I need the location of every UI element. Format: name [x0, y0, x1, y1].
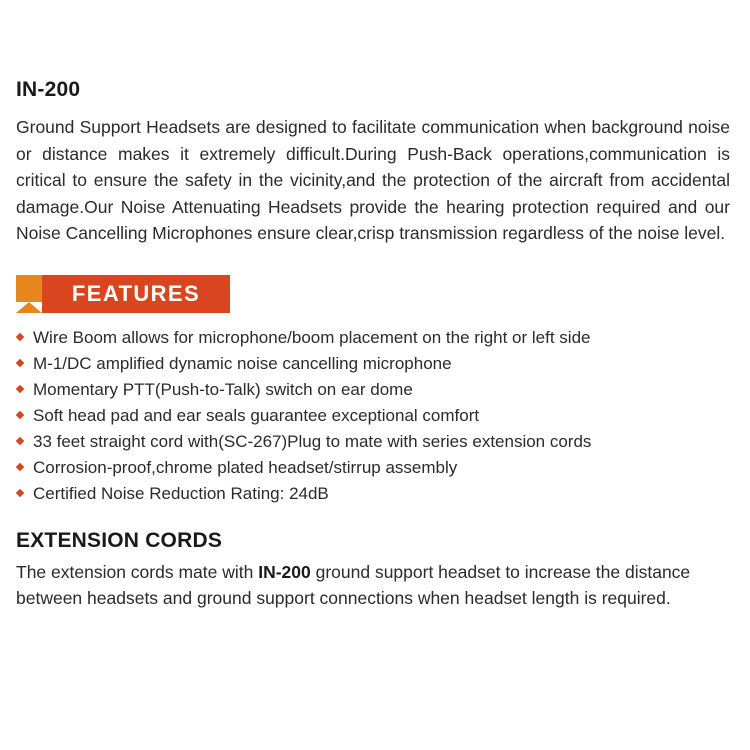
list-item — [16, 325, 732, 351]
list-item-label: Wire Boom allows for microphone/boom placement on the right or left side — [33, 327, 591, 347]
list-item — [16, 403, 732, 429]
list-item — [16, 351, 732, 377]
ribbon-flag-icon — [16, 275, 42, 313]
features-list — [16, 325, 732, 507]
extension-highlight: IN-200 — [258, 561, 311, 582]
features-banner-body — [42, 275, 230, 313]
intro-paragraph: Ground Support Headsets are designed to facilitate communication when background noise or distance makes it extremely difficult.During Push-Back operations,communication is critical to ensure the safety in the vicinity,and the protection of the aircraft from accidental damage.Our Noise Attenuating Headsets provide the hearing protection required and our Noise Cancelling Microphones ensure clear,crisp transmission regardless of the noise level. — [16, 117, 730, 244]
list-item — [16, 377, 732, 403]
diamond-bullet-icon — [16, 359, 24, 367]
diamond-bullet-icon — [16, 411, 24, 419]
features-banner-label: FEATURES — [71, 280, 201, 306]
list-item-label: Corrosion-proof,chrome plated headset/stirrup assembly — [33, 457, 458, 477]
diamond-bullet-icon — [16, 437, 24, 445]
list-item-label: 33 feet straight cord with(SC-267)Plug to mate with series extension cords — [33, 431, 592, 451]
list-item-label: M-1/DC amplified dynamic noise cancelling microphone — [33, 353, 452, 373]
diamond-bullet-icon — [16, 489, 24, 497]
list-item-label: Certified Noise Reduction Rating: 24dB — [33, 483, 329, 503]
extension-text-before: The extension cords mate with — [16, 561, 259, 582]
diamond-bullet-icon — [16, 385, 24, 393]
list-item-label: Soft head pad and ear seals guarantee exceptional comfort — [33, 405, 480, 425]
extension-cords-title: EXTENSION CORDS — [16, 528, 223, 552]
diamond-bullet-icon — [16, 463, 24, 471]
page-title: IN-200 — [16, 78, 81, 101]
diamond-bullet-icon — [16, 333, 24, 341]
extension-cords-paragraph — [16, 559, 732, 612]
list-item — [16, 481, 732, 507]
list-item-label: Momentary PTT(Push-to-Talk) switch on ear dome — [33, 379, 413, 399]
list-item — [16, 429, 732, 455]
features-banner — [16, 275, 230, 313]
list-item — [16, 455, 732, 481]
extension-text-after: ground support headset to increase the distance between headsets and ground support connections when headset length is required. — [16, 561, 691, 609]
